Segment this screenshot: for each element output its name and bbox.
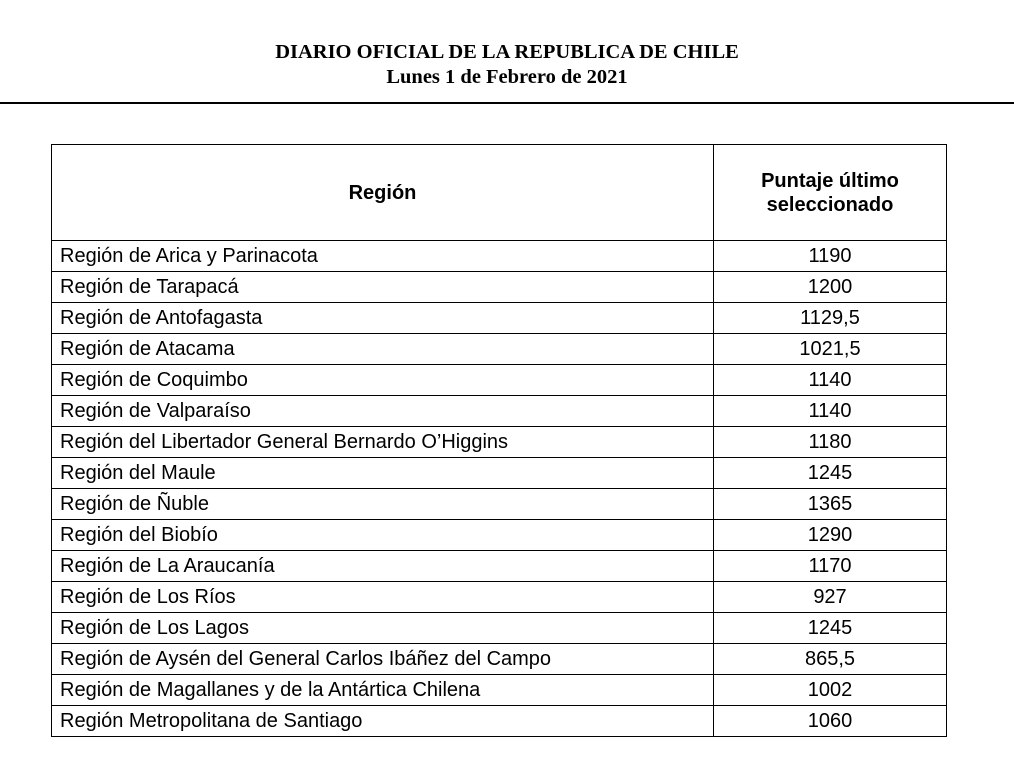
score-cell: 1140 <box>714 396 947 427</box>
table-row <box>52 458 947 489</box>
region-cell: Región del Maule <box>52 458 714 489</box>
score-cell: 1140 <box>714 365 947 396</box>
region-cell: Región de Ñuble <box>52 489 714 520</box>
score-cell: 927 <box>714 582 947 613</box>
table-row <box>52 241 947 272</box>
table-row <box>52 675 947 706</box>
table-row <box>52 582 947 613</box>
table-row <box>52 303 947 334</box>
score-cell: 1190 <box>714 241 947 272</box>
score-cell: 1021,5 <box>714 334 947 365</box>
region-cell: Región de Los Lagos <box>52 613 714 644</box>
score-cell: 1365 <box>714 489 947 520</box>
regions-score-table <box>51 144 947 737</box>
score-cell: 1290 <box>714 520 947 551</box>
publication-title: DIARIO OFICIAL DE LA REPUBLICA DE CHILE <box>275 41 739 63</box>
table-row <box>52 272 947 303</box>
score-cell: 1245 <box>714 458 947 489</box>
table-row <box>52 396 947 427</box>
header-divider <box>0 102 1014 104</box>
region-cell: Región de Magallanes y de la Antártica Chilena <box>52 675 714 706</box>
table-row <box>52 520 947 551</box>
region-cell: Región de Antofagasta <box>52 303 714 334</box>
score-cell: 1060 <box>714 706 947 737</box>
score-cell: 1180 <box>714 427 947 458</box>
table-body <box>52 241 947 737</box>
table-row <box>52 427 947 458</box>
score-cell: 1129,5 <box>714 303 947 334</box>
score-cell: 1245 <box>714 613 947 644</box>
region-cell: Región de Aysén del General Carlos Ibáñez del Campo <box>52 644 714 675</box>
table-header-row <box>52 145 947 241</box>
table-row <box>52 644 947 675</box>
table-row <box>52 551 947 582</box>
region-cell: Región Metropolitana de Santiago <box>52 706 714 737</box>
region-cell: Región de Tarapacá <box>52 272 714 303</box>
region-cell: Región de Coquimbo <box>52 365 714 396</box>
publication-date: Lunes 1 de Febrero de 2021 <box>386 66 628 88</box>
region-cell: Región de Arica y Parinacota <box>52 241 714 272</box>
table-row <box>52 613 947 644</box>
region-cell: Región de La Araucanía <box>52 551 714 582</box>
table-row <box>52 365 947 396</box>
column-header-score: Puntaje último seleccionado <box>714 145 947 241</box>
score-cell: 865,5 <box>714 644 947 675</box>
region-cell: Región de Los Ríos <box>52 582 714 613</box>
region-cell: Región del Libertador General Bernardo O’Higgins <box>52 427 714 458</box>
region-cell: Región del Biobío <box>52 520 714 551</box>
region-cell: Región de Valparaíso <box>52 396 714 427</box>
table-row <box>52 334 947 365</box>
score-cell: 1170 <box>714 551 947 582</box>
table-row <box>52 706 947 737</box>
document-header <box>0 40 1014 90</box>
region-cell: Región de Atacama <box>52 334 714 365</box>
table-row <box>52 489 947 520</box>
score-cell: 1200 <box>714 272 947 303</box>
column-header-region: Región <box>52 145 714 241</box>
score-cell: 1002 <box>714 675 947 706</box>
